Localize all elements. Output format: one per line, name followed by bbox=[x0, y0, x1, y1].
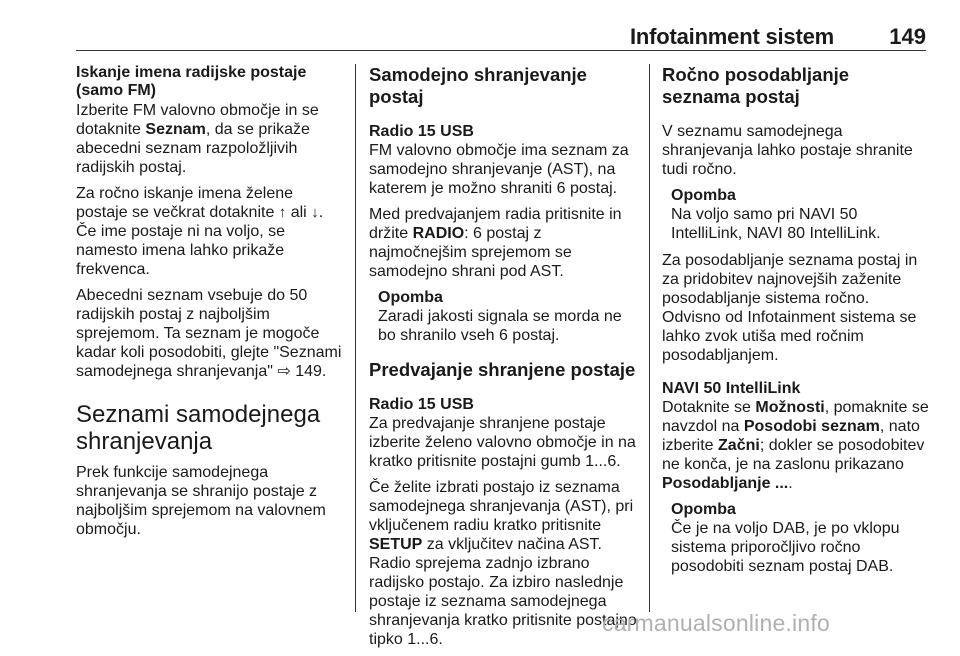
paragraph bbox=[76, 101, 344, 177]
text: , pomaknite se navzdol na bbox=[662, 399, 929, 435]
text: , nato izberite bbox=[662, 418, 920, 454]
button-ref-moznosti: Možnosti bbox=[755, 399, 825, 416]
paragraph bbox=[662, 398, 932, 493]
watermark: carmanualsonline.info bbox=[602, 610, 830, 636]
text: : 6 postaj z najmočnejšim sprejemom se samodejno shrani pod AST. bbox=[369, 225, 572, 280]
button-ref-zacni: Začni bbox=[718, 437, 760, 454]
paragraph bbox=[76, 286, 344, 381]
text: Za ročno iskanje imena želene postaje se večkrat dotaknite bbox=[76, 185, 294, 221]
section-heading-play-stored: Predvajanje shranjene postaje bbox=[369, 359, 636, 380]
page-reference: 149. bbox=[295, 363, 327, 380]
paragraph: Za posodabljanje seznama postaj in za pridobitev najnovejših zaženite posodabljanje sistema ročno. Odvisno od Infotainment sistema se lahko zvok utiša med ročnim posodabljanjem. bbox=[662, 252, 918, 364]
button-ref-posodobi-seznam: Posodobi seznam bbox=[743, 418, 880, 435]
note-title: Opomba bbox=[671, 501, 736, 518]
text: ; dokler se posodobitev ne konča, je na zaslonu prikazano bbox=[662, 437, 925, 473]
page-number: 149 bbox=[889, 24, 926, 49]
text: Dotaknite se bbox=[662, 399, 756, 416]
section-heading-auto-store: Samodejno shranjevanje postaj bbox=[369, 64, 587, 107]
button-ref-seznam: Seznam bbox=[145, 121, 206, 138]
text: , da se prikaže abecedni seznam razpoložljivih radijskih postaj. bbox=[76, 121, 310, 176]
text: za vključitev načina AST. Radio sprejema zadnjo izbrano radijsko postajo. Za izbiro naslednje postaje iz seznama samodejnega shranjevanja kratko pritisnite postajno tipko 1...6. bbox=[369, 536, 637, 648]
column-1 bbox=[76, 64, 344, 546]
text: Če želite izbrati postajo iz seznama samodejnega shranjevanja (AST), pri vključenem radiu kratko pritisnite bbox=[369, 479, 634, 534]
note-title: Opomba bbox=[671, 187, 736, 204]
note-text: Če je na voljo DAB, je po vklopu sistema priporočljivo ročno posodobiti seznam postaj DAB. bbox=[671, 520, 900, 575]
column-2 bbox=[369, 64, 637, 656]
paragraph: Za predvajanje shranjene postaje izberite želeno valovno območje in na kratko pritisnite postajni gumb 1...6. bbox=[369, 415, 636, 470]
header-title: Infotainment sistem bbox=[629, 24, 834, 49]
text: . bbox=[788, 475, 793, 492]
column-3 bbox=[662, 64, 932, 584]
note-text: Na voljo samo pri NAVI 50 IntelliLink, NAVI 80 IntelliLink. bbox=[671, 206, 881, 242]
arrow-up-icon: ↑ bbox=[278, 204, 287, 221]
note-title: Opomba bbox=[378, 289, 443, 306]
paragraph bbox=[369, 205, 637, 281]
paragraph: V seznamu samodejnega shranjevanja lahko postaje shranite tudi ročno. bbox=[662, 123, 913, 178]
subheading-radio15usb: Radio 15 USB bbox=[369, 396, 474, 413]
column-divider-2 bbox=[649, 64, 650, 612]
arrow-down-icon: ↓ bbox=[311, 204, 319, 221]
paragraph: FM valovno območje ima seznam za samodejno shranjevanje (AST), na katerem je možno shraniti 6 postaj. bbox=[369, 142, 629, 197]
text: ali bbox=[286, 204, 312, 221]
paragraph: Prek funkcije samodejnega shranjevanja se shranijo postaje z najboljšim sprejemom na valovnem območju. bbox=[76, 464, 326, 538]
button-ref-radio: RADIO bbox=[412, 225, 465, 242]
text: Abecedni seznam vsebuje do 50 radijskih postaj z najboljšim sprejemom. Ta seznam je mogoče kadar koli posodobiti, glejte "Seznami samodejnega shranjevanja" bbox=[76, 287, 342, 380]
status-ref-posodabljanje: Posodabljanje ... bbox=[662, 475, 789, 492]
page-header bbox=[76, 22, 926, 50]
note-box bbox=[369, 288, 637, 345]
note-box bbox=[662, 500, 932, 576]
note-box bbox=[662, 186, 932, 243]
column-divider-1 bbox=[355, 64, 356, 612]
section-heading-auto-store-lists: Seznami samodejnega shranjevanja bbox=[76, 401, 321, 455]
text: . Če ime postaje ni na voljo, se namesto imena lahko prikaže frekvenca. bbox=[76, 204, 324, 278]
note-text: Zaradi jakosti signala se morda ne bo shranilo vseh 6 postaj. bbox=[378, 308, 622, 344]
subheading-radio15usb: Radio 15 USB bbox=[369, 123, 474, 140]
subheading-navi50: NAVI 50 IntelliLink bbox=[662, 380, 801, 397]
section-heading-fm-search: Iskanje imena radijske postaje (samo FM) bbox=[76, 64, 307, 99]
section-heading-manual-update: Ročno posodabljanje seznama postaj bbox=[662, 64, 850, 107]
header-rule bbox=[76, 50, 926, 51]
paragraph bbox=[369, 478, 637, 649]
button-ref-setup: SETUP bbox=[369, 536, 423, 553]
text: Med predvajanjem radia pritisnite in držite bbox=[369, 206, 622, 242]
page-ref-arrow-icon: ⇨ bbox=[277, 363, 296, 380]
text: Izberite FM valovno območje in se dotaknite bbox=[76, 102, 319, 138]
paragraph bbox=[76, 184, 344, 279]
